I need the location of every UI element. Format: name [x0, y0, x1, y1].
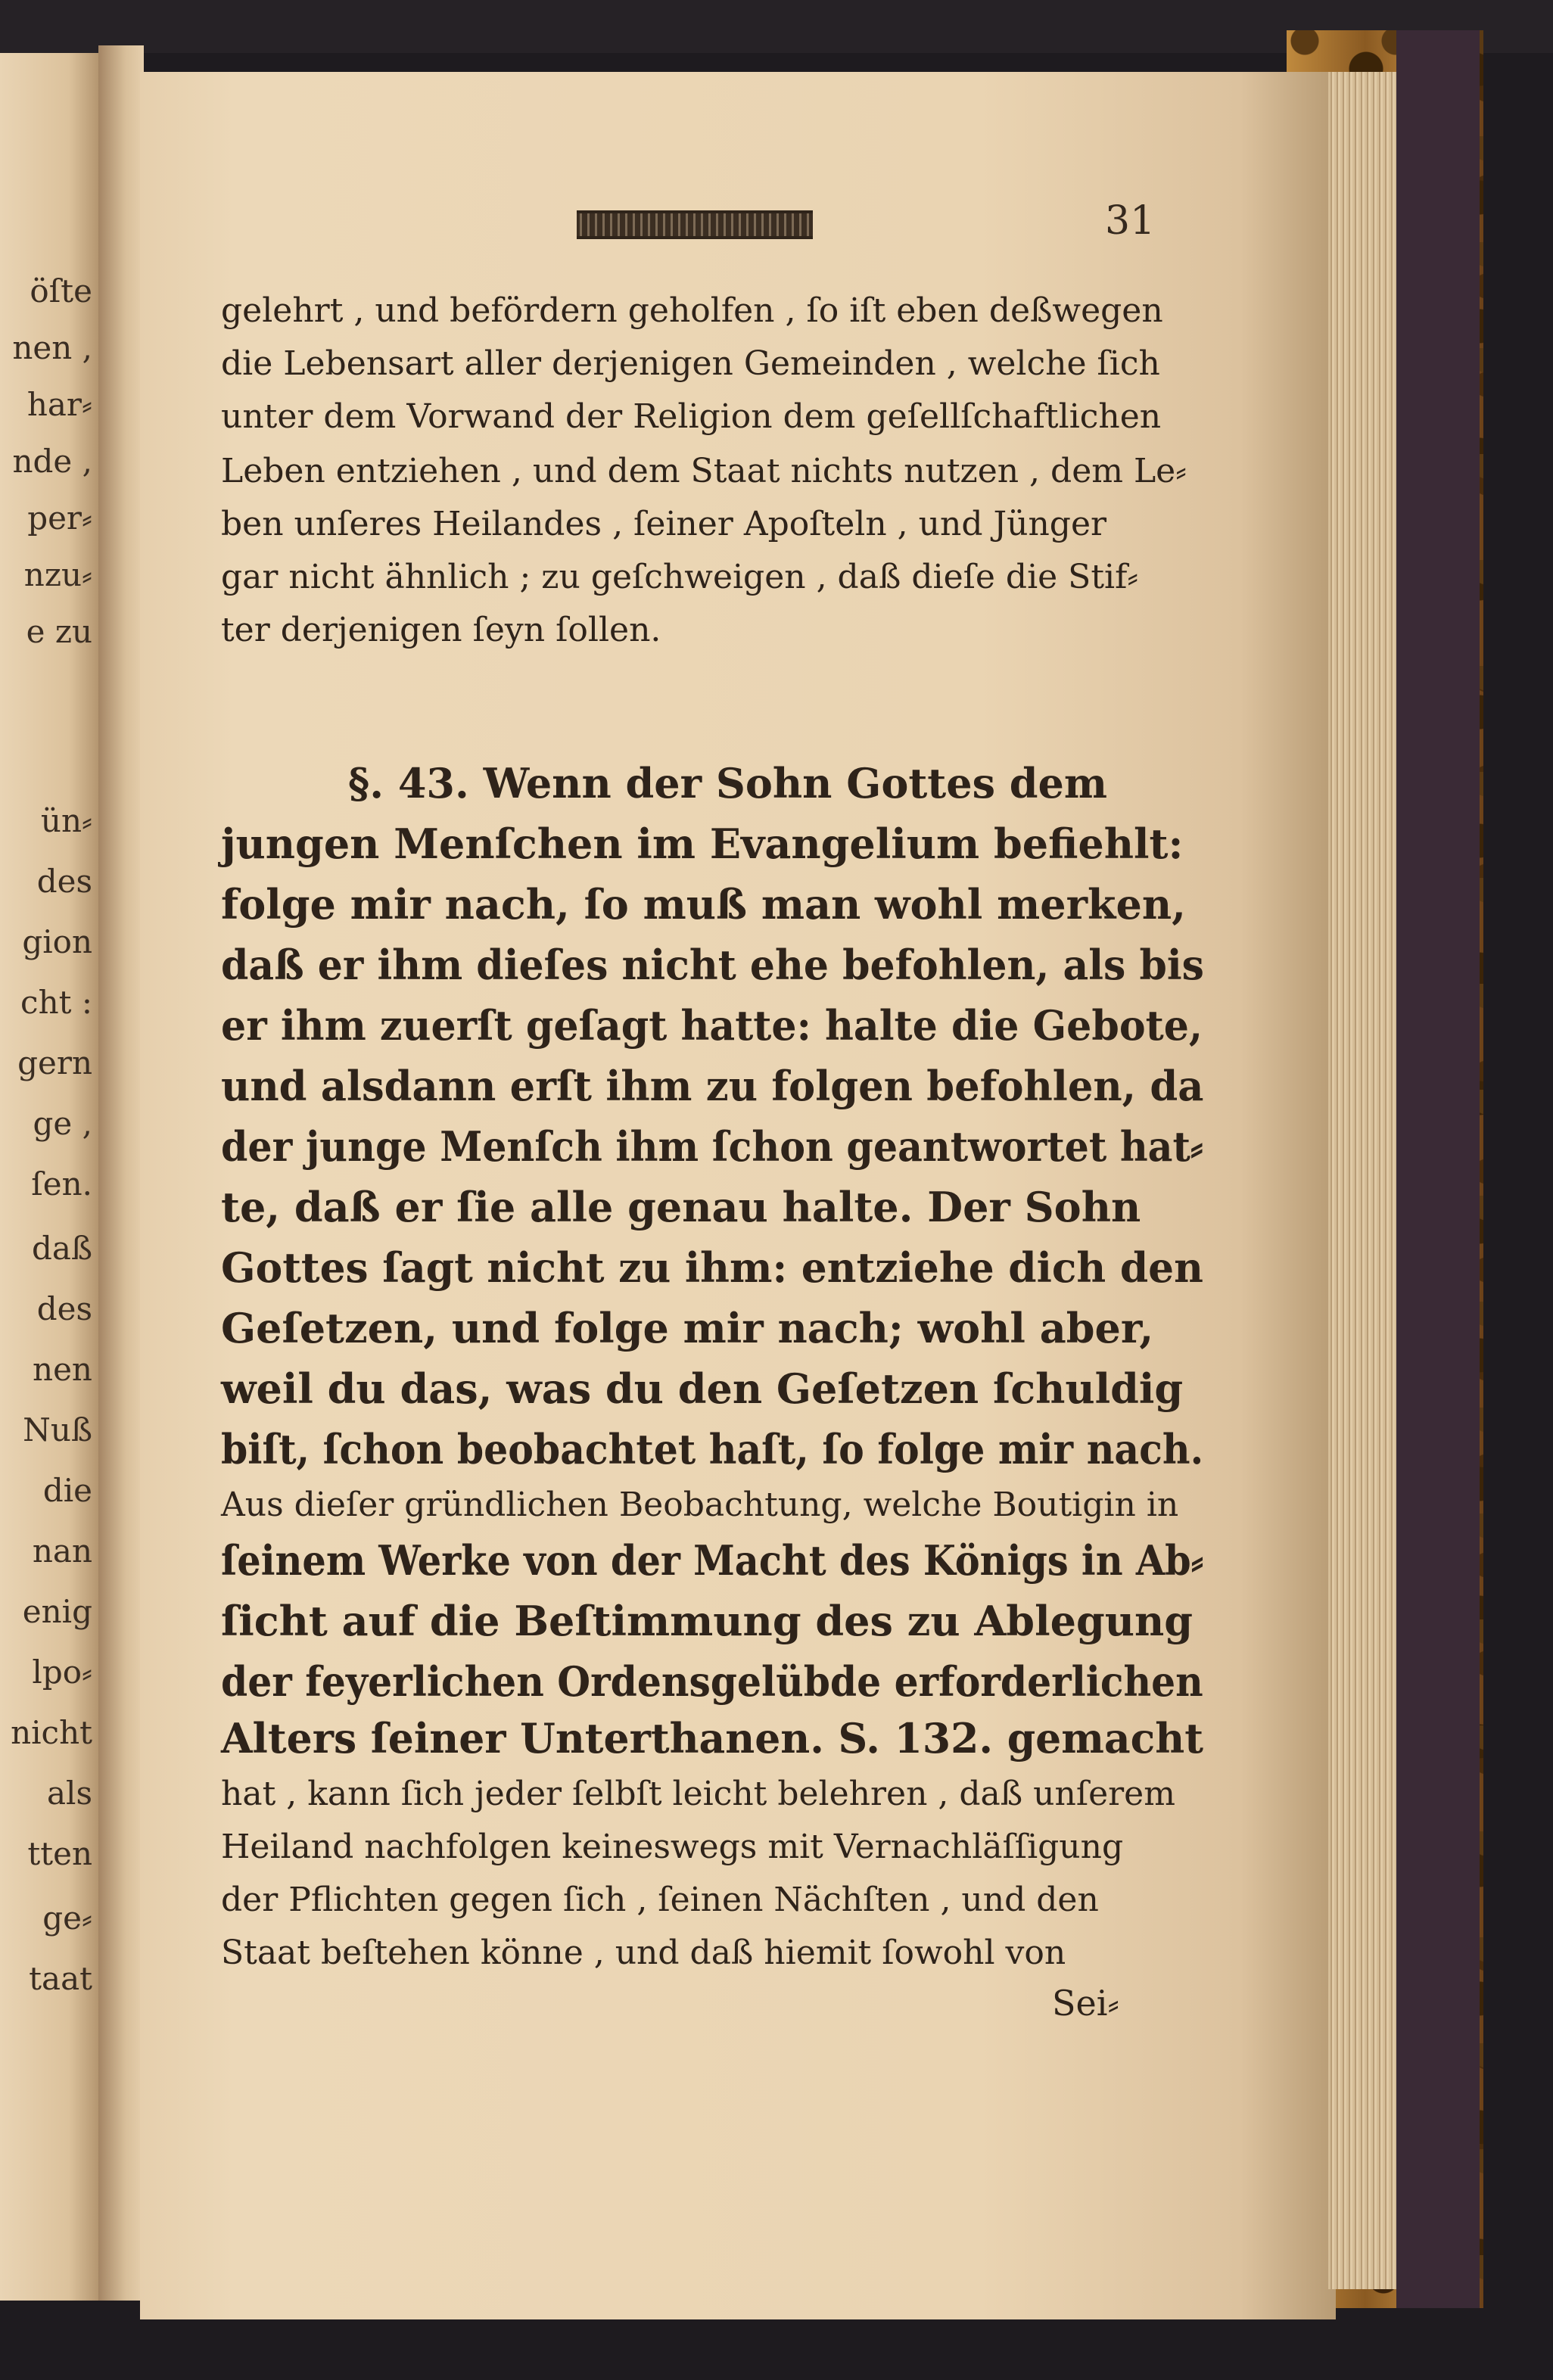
left-page-fragment: ün⸗ [40, 802, 92, 839]
page-edges [1328, 72, 1396, 2289]
left-page-fragment: nicht [11, 1714, 92, 1751]
text-line: der junge Menſch ihm ſchon geantwortet hat⸗ [221, 1122, 1203, 1171]
text-line: und alsdann erſt ihm zu folgen befohlen, da [221, 1062, 1204, 1110]
left-page-fragment: per⸗ [27, 499, 92, 537]
left-page-fragment: lpo⸗ [32, 1654, 92, 1691]
text-line: jungen Menſchen im Evangelium befiehlt: [221, 820, 1184, 868]
text-line: gar nicht ähnlich ; zu geſchweigen , daß dieſe die Stif⸗ [221, 558, 1139, 596]
left-page-fragment: nen , [12, 329, 92, 366]
left-page-fragment: Nuß [23, 1411, 92, 1448]
left-page-fragment: als [46, 1775, 92, 1812]
left-page-fragment: taat [29, 1960, 92, 1997]
text-line: Staat beſtehen könne , und daß hiemit ſowohl von [221, 1934, 1066, 1972]
left-page-fragment: nzu⸗ [23, 556, 92, 593]
left-page-fragment: die [42, 1472, 92, 1509]
left-page-fragment: öſte [30, 272, 92, 310]
page-number: 31 [1105, 198, 1156, 244]
text-line: der feyerlichen Ordensgelübde erforderlichen [221, 1657, 1203, 1706]
text-line: gelehrt , und befördern geholfen , ſo iſt eben deßwegen [221, 291, 1163, 330]
text-line: Gottes ſagt nicht zu ihm: entziehe dich den [221, 1243, 1204, 1292]
text-line: Aus dieſer gründlichen Beobachtung, welche Boutigin in [221, 1486, 1179, 1524]
text-line: weil du das, was du den Geſetzen ſchuldig [221, 1364, 1184, 1413]
text-line: daß er ihm dieſes nicht ehe befohlen, als bis [221, 941, 1204, 989]
book-gutter [98, 45, 144, 2301]
left-page-fragment: ge⸗ [42, 1899, 92, 1937]
text-line: er ihm zuerſt geſagt hatte: halte die Gebote, [221, 1001, 1203, 1050]
text-line: Geſetzen, und folge mir nach; wohl aber, [221, 1304, 1154, 1352]
text-line: ſicht auf die Beſtimmung des zu Ablegung [221, 1597, 1193, 1645]
text-line: te, daß er ſie alle genau halte. Der Sohn [221, 1183, 1141, 1231]
header-ornament [577, 210, 813, 239]
text-line: unter dem Vorwand der Religion dem geſellſchaftlichen [221, 397, 1162, 436]
text-line: Leben entziehen , und dem Staat nichts nutzen , dem Le⸗ [221, 452, 1187, 490]
left-page-fragment: e zu [26, 613, 92, 650]
text-line: ſeinem Werke von der Macht des Königs in Ab⸗ [221, 1536, 1204, 1585]
left-page-fragment: daß [32, 1230, 92, 1267]
left-page-fragment: enig [22, 1593, 92, 1630]
text-line: Heiland nachfolgen keineswegs mit Vernachläſſigung [221, 1828, 1124, 1866]
text-line: hat , kann ſich jeder ſelbſt leicht belehren , daß unſerem [221, 1775, 1175, 1813]
text-line: der Pflichten gegen ſich , ſeinen Nächſten , und den [221, 1881, 1099, 1919]
left-page-fragment: gern [17, 1044, 92, 1081]
left-page [0, 53, 98, 2301]
text-line: Alters ſeiner Unterthanen. S. 132. gemacht [221, 1714, 1203, 1762]
left-page-fragment: gion [22, 923, 92, 960]
catchword: Sei⸗ [1052, 1983, 1119, 2024]
cover-edge [1396, 30, 1480, 2308]
text-line: ben unſeres Heilandes , ſeiner Apoſteln , und Jünger [221, 505, 1107, 543]
text-line: die Lebensart aller derjenigen Gemeinden , welche ſich [221, 344, 1160, 383]
left-page-fragment: tten [27, 1835, 92, 1872]
text-line: biſt, ſchon beobachtet haſt, ſo folge mir nach. [221, 1425, 1204, 1473]
left-page-fragment: ge , [33, 1105, 92, 1142]
left-page-fragment: ſen. [31, 1165, 92, 1202]
left-page-fragment: nen [33, 1351, 92, 1388]
text-line: folge mir nach, ſo muß man wohl merken, [221, 880, 1186, 929]
left-page-fragment: har⸗ [26, 386, 92, 423]
text-line: ter derjenigen ſeyn ſollen. [221, 611, 661, 649]
left-page-fragment: nde , [12, 443, 92, 480]
left-page-fragment: des [36, 1290, 92, 1327]
section-heading-line: §. 43. Wenn der Sohn Gottes dem [348, 759, 1108, 807]
left-page-fragment: cht : [20, 984, 92, 1021]
left-page-fragment: nan [32, 1532, 92, 1570]
left-page-fragment: des [36, 863, 92, 900]
